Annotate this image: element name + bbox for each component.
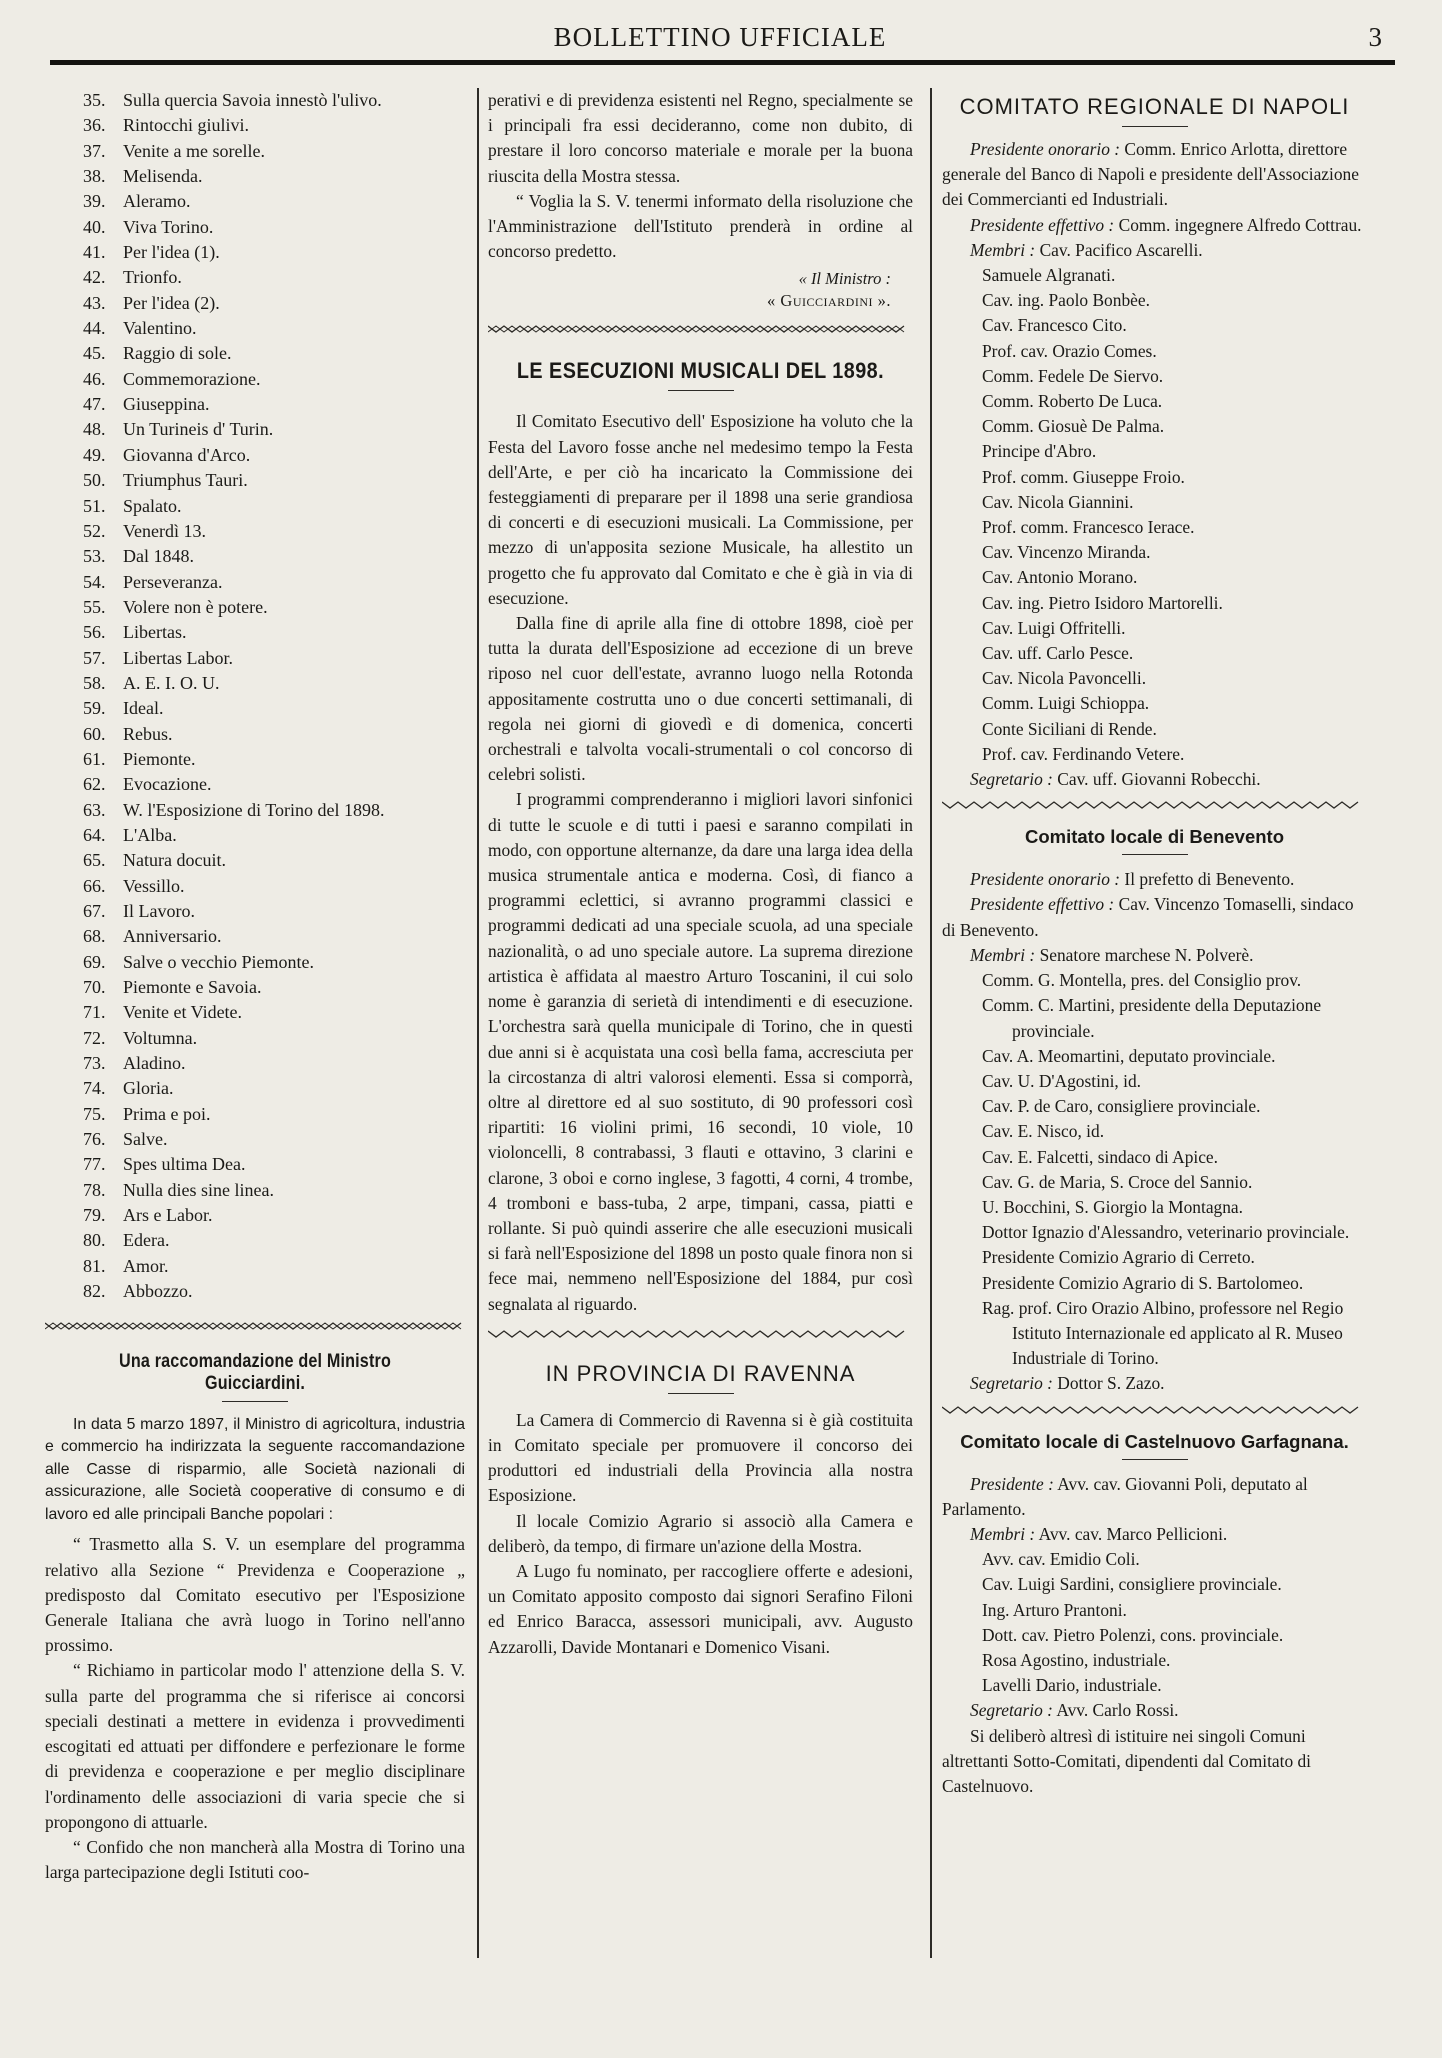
motto-item xyxy=(83,747,465,772)
motto-text: Venite et Videte. xyxy=(123,1002,243,1023)
member-item: Cav. G. de Maria, S. Croce del Sannio. xyxy=(982,1171,1253,1192)
motto-number: 42. xyxy=(83,267,106,288)
motto-text: Libertas Labor. xyxy=(123,647,233,668)
motto-item xyxy=(83,1026,465,1051)
column-2 xyxy=(488,88,913,1660)
member-item: Avv. cav. Emidio Coli. xyxy=(982,1549,1140,1570)
member-item: Comm. Roberto De Luca. xyxy=(982,391,1163,412)
motto-number: 38. xyxy=(83,166,106,187)
motto-number: 36. xyxy=(83,115,106,136)
esecuzioni-paragraph: Dalla fine di aprile alla fine di ottobre 1898, cioè per tutta la durata dell'Esposizione ad eccezione di un breve riposo nel cuor dell'estate, avranno luogo nella Rotonda appositamente costrutta uno o due concerti settimanali, di regola nei giorni di giovedì e di domenica, concerti orchestrali e talvolta vocali-strumentali o col concorso di celebri solisti. xyxy=(488,613,913,785)
member-item: Cav. uff. Carlo Pesce. xyxy=(982,643,1134,664)
member-item: Cav. ing. Paolo Bonbèe. xyxy=(982,290,1150,311)
motto-item xyxy=(83,341,465,366)
esecuzioni-paragraph: Il Comitato Esecutivo dell' Esposizione ha voluto che la Festa del Lavoro fosse anche nel medesimo tempo la Festa dell'Arte, e per ciò ha incaricato la Commissione dei festeggiamenti di preparare per il 1898 una serie grandiosa di concerti e di esecuzioni musicali. La Commissione, per mezzo di un'apposita sezione Musicale, ha allestito un progetto che fu approvato dal Comitato e che è già in via di esecuzione. xyxy=(488,411,913,608)
motto-text: Ideal. xyxy=(123,698,164,719)
member-item: Principe d'Abro. xyxy=(982,441,1097,462)
role-value: Avv. Carlo Rossi. xyxy=(1056,1700,1179,1721)
napoli-presidente-onorario xyxy=(942,137,1367,213)
raccomandazione-intro: In data 5 marzo 1897, il Ministro di agricoltura, industria e commercio ha indirizzata la seguente raccomandazione alle Casse di risparmio, alle Società nazionali di assicurazione, alle Società cooperative di consumo e di lavoro ed alle principali Banche popolari : xyxy=(45,1415,465,1523)
role-value: Il prefetto di Benevento. xyxy=(1124,869,1295,890)
motto-item xyxy=(83,316,465,341)
motto-item xyxy=(83,823,465,848)
member-item: Rag. prof. Ciro Orazio Albino, professore nel Regio Istituto Internazionale ed applicato al R. Museo Industriale di Torino. xyxy=(982,1297,1344,1369)
motto-text: Melisenda. xyxy=(123,166,203,187)
motto-item xyxy=(83,1051,465,1076)
member-item: Comm. Fedele De Siervo. xyxy=(982,365,1164,386)
motto-text: Trionfo. xyxy=(123,267,182,288)
motto-text: L'Alba. xyxy=(123,824,177,845)
motto-text: Sulla quercia Savoia innestò l'ulivo. xyxy=(123,90,382,110)
motto-item xyxy=(83,1076,465,1101)
motto-item xyxy=(83,1279,465,1304)
motto-text: Ars e Labor. xyxy=(123,1205,213,1226)
motto-item xyxy=(83,189,465,214)
header-rule xyxy=(50,60,1395,65)
motto-number: 40. xyxy=(83,216,106,237)
signature-role: « Il Ministro : xyxy=(798,269,891,289)
motto-item xyxy=(83,1000,465,1025)
motto-text: A. E. I. O. U. xyxy=(123,672,220,693)
motto-text: Spes ultima Dea. xyxy=(123,1154,246,1175)
motto-text: Abbozzo. xyxy=(123,1281,193,1302)
ornament-divider xyxy=(488,1327,913,1341)
motto-text: Gloria. xyxy=(123,1078,174,1099)
role-label: Membri : xyxy=(970,239,1036,260)
motto-number: 41. xyxy=(83,242,106,263)
role-value: Cav. uff. Giovanni Robecchi. xyxy=(1057,769,1261,790)
raccomandazione-paragraph: “ Confido che non mancherà alla Mostra di Torino una larga partecipazione degli Istituti coo- xyxy=(45,1836,465,1883)
role-value: Avv. cav. Marco Pellicioni. xyxy=(1038,1523,1228,1544)
motto-text: Aladino. xyxy=(123,1053,186,1074)
napoli-presidente-effettivo xyxy=(942,213,1367,238)
title-rule xyxy=(668,1393,734,1394)
role-label: Segretario : xyxy=(970,769,1053,790)
motto-number: 65. xyxy=(83,850,106,871)
motto-number: 53. xyxy=(83,546,106,567)
motto-text: Volere non è potere. xyxy=(123,596,268,617)
ornament-divider xyxy=(488,322,913,336)
motto-item xyxy=(83,848,465,873)
motto-text: Salve. xyxy=(123,1129,168,1150)
motto-number: 44. xyxy=(83,318,106,339)
motto-item xyxy=(83,1127,465,1152)
motto-number: 67. xyxy=(83,901,106,921)
motto-item xyxy=(83,468,465,493)
member-item: U. Bocchini, S. Giorgio la Montagna. xyxy=(982,1196,1243,1217)
motto-text: Rebus. xyxy=(123,723,173,744)
castelnuovo-presidente xyxy=(942,1472,1367,1522)
motto-item xyxy=(83,544,465,569)
benevento-presidente-onorario xyxy=(942,867,1367,892)
signature-name xyxy=(488,290,913,312)
member-item: Comm. C. Martini, presidente della Deputazione provinciale. xyxy=(982,995,1322,1041)
castelnuovo-segretario xyxy=(942,1698,1367,1723)
motto-text: Amor. xyxy=(123,1255,169,1276)
motto-item xyxy=(83,1102,465,1127)
section-title-ravenna: IN PROVINCIA DI RAVENNA xyxy=(545,1360,856,1386)
motto-item xyxy=(83,595,465,620)
title-rule xyxy=(1122,1459,1188,1460)
role-value: Cav. Pacifico Ascarelli. xyxy=(1039,239,1203,260)
motto-item xyxy=(83,1178,465,1203)
motto-text: Libertas. xyxy=(123,622,187,643)
motto-number: 54. xyxy=(83,571,106,592)
member-item: Rosa Agostino, industriale. xyxy=(982,1649,1171,1670)
section-title-benevento: Comitato locale di Benevento xyxy=(1024,826,1285,848)
role-label: Segretario : xyxy=(970,1373,1053,1394)
motto-item xyxy=(83,417,465,442)
member-item: Comm. G. Montella, pres. del Consiglio prov. xyxy=(982,970,1302,991)
motto-text: Valentino. xyxy=(123,318,197,339)
ornament-divider xyxy=(942,798,1367,812)
castelnuovo-closing: Si deliberò altresì di istituire nei singoli Comuni altrettanti Sotto-Comitati, dipendenti dal Comitato di Castelnuovo. xyxy=(942,1725,1312,1796)
motto-number: 35. xyxy=(83,90,106,110)
column-divider xyxy=(930,88,932,1958)
motto-item xyxy=(83,798,465,823)
motto-number: 55. xyxy=(83,596,106,617)
motto-text: Il Lavoro. xyxy=(123,901,195,921)
signature-name-text: « Guicciardini ». xyxy=(767,291,891,311)
motto-text: Un Turineis d' Turin. xyxy=(123,419,274,440)
motto-item xyxy=(83,113,465,138)
castelnuovo-membri xyxy=(942,1522,1367,1547)
motto-text: Venite a me sorelle. xyxy=(123,140,265,161)
motto-item xyxy=(83,164,465,189)
member-item: Prof. cav. Ferdinando Vetere. xyxy=(982,743,1185,764)
page-header xyxy=(50,18,1390,58)
motto-number: 78. xyxy=(83,1179,106,1200)
member-item: Comm. Luigi Schioppa. xyxy=(982,693,1150,714)
esecuzioni-paragraph: I programmi comprenderanno i migliori lavori sinfonici di tutte le scuole e di tutti i paesi e saranno compilati in modo, con opportune alternanze, da dare una larga idea della musica strumentale antica e moderna. Così, di fianco a programmi eclettici, si avranno programmi classici e programmi dedicati ad una speciale scuola, ad una speciale nazionalità, o ad uno speciale autore. La suprema direzione artistica è affidata al maestro Arturo Toscanini, il cui solo nome è garanzia di serietà di intendimenti e di esecuzione. L'orchestra sarà quella municipale di Torino, che in questi due anni si è acquistata una così bella fama, accresciuta per la circostanza di altri valorosi elementi. Essa si comporrà, oltre al direttore ed al suo sostituto, di 90 professori così ripartiti: 16 violini primi, 16 secondi, 10 viole, 10 violoncelli, 8 contrabassi, 3 flauti e ottavino, 3 clarini e clarone, 3 oboi e corno inglese, 3 fagotti, 4 corni, 4 trombe, 4 tromboni e bass-tuba, 2 arpe, timpani, cassa, piatti e rollante. Si può quindi asserire che alle esecuzioni musicali si farà nell'Esposizione del 1898 un posto quale finora non si fece mai, nemmeno nell'Esposizione del 1884, pur così segnalata al riguardo. xyxy=(488,789,913,1314)
member-item: Cav. Nicola Giannini. xyxy=(982,491,1134,512)
motto-text: Raggio di sole. xyxy=(123,343,232,364)
role-value: Senatore marchese N. Polverè. xyxy=(1039,944,1254,965)
role-label: Presidente effettivo : xyxy=(970,894,1115,915)
role-label: Segretario : xyxy=(970,1700,1053,1721)
motto-text: Venerdì 13. xyxy=(123,520,206,541)
page-number: 3 xyxy=(1368,22,1382,52)
motto-item xyxy=(83,570,465,595)
motto-text: Per l'idea (1). xyxy=(123,242,220,263)
benevento-presidente-effettivo xyxy=(942,892,1367,942)
role-value: Avv. cav. Giovanni Poli, deputato al Parlamento. xyxy=(942,1473,1308,1519)
motto-item xyxy=(83,494,465,519)
motto-number: 61. xyxy=(83,748,106,769)
motto-number: 76. xyxy=(83,1129,106,1150)
letter-paragraph: “ Voglia la S. V. tenermi informato della risoluzione che l'Amministrazione dell'Istituto prenderà in ordine al concorso predetto. xyxy=(488,190,913,262)
motto-text: Giovanna d'Arco. xyxy=(123,444,251,465)
column-divider xyxy=(477,88,479,1958)
header-title: BOLLETTINO UFFICIALE xyxy=(553,22,887,52)
benevento-membri xyxy=(942,943,1367,968)
motto-number: 75. xyxy=(83,1103,106,1124)
role-value: Comm. Enrico Arlotta, direttore generale del Banco di Napoli e presidente dell'Associazione dei Commercianti ed Industriali. xyxy=(942,139,1359,210)
member-item: Cav. Luigi Sardini, consigliere provinciale. xyxy=(982,1574,1282,1595)
motto-item xyxy=(83,1228,465,1253)
motto-number: 39. xyxy=(83,191,106,212)
column-1 xyxy=(45,88,465,1885)
ravenna-paragraph: La Camera di Commercio di Ravenna si è già costituita in Comitato speciale per promuovere il concorso dei produttori ed industriali della Provincia alla nostra Esposizione. xyxy=(488,1409,913,1506)
member-item: Conte Siciliani di Rende. xyxy=(982,718,1157,739)
member-item: Cav. Antonio Morano. xyxy=(982,567,1138,588)
motto-item xyxy=(83,519,465,544)
benevento-segretario xyxy=(942,1371,1367,1396)
member-item: Samuele Algranati. xyxy=(982,265,1116,286)
motto-item xyxy=(83,975,465,1000)
motto-number: 80. xyxy=(83,1230,106,1251)
member-item: Cav. ing. Pietro Isidoro Martorelli. xyxy=(982,592,1223,613)
member-item: Prof. cav. Orazio Comes. xyxy=(982,340,1157,361)
member-item: Dottor Ignazio d'Alessandro, veterinario provinciale. xyxy=(982,1222,1350,1243)
member-item: Cav. Nicola Pavoncelli. xyxy=(982,668,1147,689)
benevento-member-list xyxy=(942,968,1367,1371)
motto-text: Giuseppina. xyxy=(123,394,210,415)
motto-number: 47. xyxy=(83,394,106,415)
motto-item xyxy=(83,367,465,392)
motto-text: W. l'Esposizione di Torino del 1898. xyxy=(123,799,385,820)
motto-item xyxy=(83,1152,465,1177)
motto-number: 46. xyxy=(83,368,106,389)
section-title-esecuzioni: LE ESECUZIONI MUSICALI DEL 1898. xyxy=(516,358,885,384)
title-rule xyxy=(1122,126,1188,127)
motto-text: Piemonte. xyxy=(123,748,196,769)
motto-text: Salve o vecchio Piemonte. xyxy=(123,951,314,972)
castelnuovo-member-list xyxy=(942,1547,1367,1698)
member-item: Cav. Vincenzo Miranda. xyxy=(982,542,1151,563)
role-value: Comm. ingegnere Alfredo Cottrau. xyxy=(1118,214,1362,235)
motto-item xyxy=(83,646,465,671)
motto-number: 73. xyxy=(83,1053,106,1074)
member-item: Cav. Luigi Offritelli. xyxy=(982,617,1126,638)
motto-number: 58. xyxy=(83,672,106,693)
motto-item xyxy=(83,88,465,113)
role-value: Dottor S. Zazo. xyxy=(1057,1373,1165,1394)
motto-item xyxy=(83,443,465,468)
motto-item xyxy=(83,620,465,645)
motto-number: 79. xyxy=(83,1205,106,1226)
motto-text: Voltumna. xyxy=(123,1027,198,1048)
motto-number: 69. xyxy=(83,951,106,972)
ornament-divider xyxy=(942,1403,1367,1417)
motto-item xyxy=(83,265,465,290)
motto-item xyxy=(83,722,465,747)
motto-number: 49. xyxy=(83,444,106,465)
member-item: Prof. comm. Giuseppe Froio. xyxy=(982,466,1185,487)
member-item: Lavelli Dario, industriale. xyxy=(982,1675,1162,1696)
motto-item xyxy=(83,1254,465,1279)
motto-text: Dal 1848. xyxy=(123,546,194,567)
motto-text: Commemorazione. xyxy=(123,368,261,389)
motto-text: Anniversario. xyxy=(123,926,222,947)
section-title-castelnuovo: Comitato locale di Castelnuovo Garfagnana. xyxy=(960,1430,1349,1452)
motto-number: 81. xyxy=(83,1255,106,1276)
ornament-divider xyxy=(45,1319,465,1333)
title-rule xyxy=(222,1401,288,1402)
motto-item xyxy=(83,215,465,240)
role-label: Presidente onorario : xyxy=(970,139,1121,159)
motto-item xyxy=(83,671,465,696)
motto-text: Edera. xyxy=(123,1230,170,1251)
role-value: Cav. Vincenzo Tomaselli, sindaco di Benevento. xyxy=(942,894,1354,940)
motto-text: Triumphus Tauri. xyxy=(123,470,248,491)
motto-number: 63. xyxy=(83,799,106,820)
motto-number: 56. xyxy=(83,622,106,643)
napoli-segretario xyxy=(942,767,1367,792)
section-title-raccomandazione: Una raccomandazione del Ministro Guicciardini. xyxy=(119,1350,391,1394)
motto-item xyxy=(83,291,465,316)
title-rule xyxy=(668,390,734,391)
member-item: Cav. E. Falcetti, sindaco di Apice. xyxy=(982,1146,1219,1167)
motto-text: Viva Torino. xyxy=(123,216,214,237)
motto-number: 64. xyxy=(83,824,106,845)
motto-item xyxy=(83,240,465,265)
motto-number: 50. xyxy=(83,470,106,491)
motto-text: Rintocchi giulivi. xyxy=(123,115,249,136)
motto-number: 77. xyxy=(83,1154,106,1175)
role-label: Membri : xyxy=(970,1523,1036,1544)
motto-item xyxy=(83,874,465,899)
section-title-napoli: COMITATO REGIONALE DI NAPOLI xyxy=(959,94,1350,119)
motto-number: 59. xyxy=(83,698,106,719)
role-label: Presidente effettivo : xyxy=(970,214,1115,235)
napoli-member-list xyxy=(942,263,1367,767)
column-3 xyxy=(942,88,1367,1799)
member-item: Cav. U. D'Agostini, id. xyxy=(982,1070,1142,1091)
motto-number: 57. xyxy=(83,647,106,668)
motto-text: Prima e poi. xyxy=(123,1103,211,1124)
motto-item xyxy=(83,950,465,975)
motto-text: Aleramo. xyxy=(123,191,191,212)
member-item: Cav. A. Meomartini, deputato provinciale. xyxy=(982,1045,1276,1066)
motto-number: 52. xyxy=(83,520,106,541)
motto-text: Natura docuit. xyxy=(123,850,226,871)
motto-item xyxy=(83,899,465,924)
ravenna-paragraph: Il locale Comizio Agrario si associò alla Camera e deliberò, da tempo, di firmare un'azione della Mostra. xyxy=(488,1510,913,1556)
motto-item xyxy=(83,1203,465,1228)
motto-number: 48. xyxy=(83,419,106,440)
motto-number: 51. xyxy=(83,495,106,516)
role-label: Presidente onorario : xyxy=(970,869,1121,890)
motto-number: 45. xyxy=(83,343,106,364)
continued-paragraph: perativi e di previdenza esistenti nel Regno, specialmente se i principali fra essi decideranno, come non dubito, di prestare il loro concorso materiale e morale per la buona riuscita della Mostra stessa. xyxy=(488,90,913,186)
member-item: Cav. E. Nisco, id. xyxy=(982,1121,1105,1142)
motto-number: 37. xyxy=(83,140,106,161)
motto-number: 43. xyxy=(83,292,106,313)
member-item: Prof. comm. Francesco Ierace. xyxy=(982,517,1195,538)
motto-item xyxy=(83,139,465,164)
motto-item xyxy=(83,696,465,721)
motto-text: Perseveranza. xyxy=(123,571,223,592)
motto-text: Piemonte e Savoia. xyxy=(123,977,262,998)
role-label: Presidente : xyxy=(970,1473,1054,1494)
motto-text: Vessillo. xyxy=(123,875,185,896)
member-item: Presidente Comizio Agrario di S. Bartolomeo. xyxy=(982,1272,1304,1293)
member-item: Dott. cav. Pietro Polenzi, cons. provinciale. xyxy=(982,1624,1284,1645)
motto-text: Per l'idea (2). xyxy=(123,292,220,313)
raccomandazione-paragraph: “ Richiamo in particolar modo l' attenzione della S. V. sulla parte del programma che si riferisce ai concorsi speciali destinati a mettere in evidenza i provvedimenti escogitati ed attuati per diffondere e perfezionare le forme di previdenza e cooperazione e per meglio disciplinare l'ordinamento delle associazioni di varia specie che si propongono di attuarle. xyxy=(45,1660,465,1832)
member-item: Cav. P. de Caro, consigliere provinciale. xyxy=(982,1096,1261,1117)
member-item: Ing. Arturo Prantoni. xyxy=(982,1599,1127,1620)
motto-number: 74. xyxy=(83,1078,106,1099)
motto-item xyxy=(83,392,465,417)
title-rule xyxy=(1122,854,1188,855)
member-item: Presidente Comizio Agrario di Cerreto. xyxy=(982,1247,1255,1268)
motto-text: Spalato. xyxy=(123,495,182,516)
napoli-membri xyxy=(942,238,1367,263)
motto-item xyxy=(83,924,465,949)
motto-text: Nulla dies sine linea. xyxy=(123,1179,274,1200)
motto-number: 72. xyxy=(83,1027,106,1048)
raccomandazione-paragraph: “ Trasmetto alla S. V. un esemplare del programma relativo alla Sezione “ Previdenza e Cooperazione „ predisposto dal Comitato esecutivo per l'Esposizione Generale Italiana che avrà luogo in Torino nell'anno prossimo. xyxy=(45,1534,465,1656)
motto-number: 68. xyxy=(83,926,106,947)
motto-number: 70. xyxy=(83,977,106,998)
motto-number: 82. xyxy=(83,1281,106,1302)
role-label: Membri : xyxy=(970,944,1036,965)
motto-number: 62. xyxy=(83,774,106,795)
motto-number: 71. xyxy=(83,1002,106,1023)
ravenna-paragraph: A Lugo fu nominato, per raccogliere offerte e adesioni, un Comitato apposito composto dai signori Serafino Filoni ed Enrico Baracca, assessori municipali, avv. Augusto Azzarolli, Davide Montanari e Domenico Visani. xyxy=(488,1560,913,1657)
motto-text: Evocazione. xyxy=(123,774,212,795)
member-item: Cav. Francesco Cito. xyxy=(982,315,1127,336)
motto-list xyxy=(45,88,465,1305)
motto-number: 60. xyxy=(83,723,106,744)
motto-item xyxy=(83,772,465,797)
motto-number: 66. xyxy=(83,875,106,896)
member-item: Comm. Giosuè De Palma. xyxy=(982,416,1165,437)
